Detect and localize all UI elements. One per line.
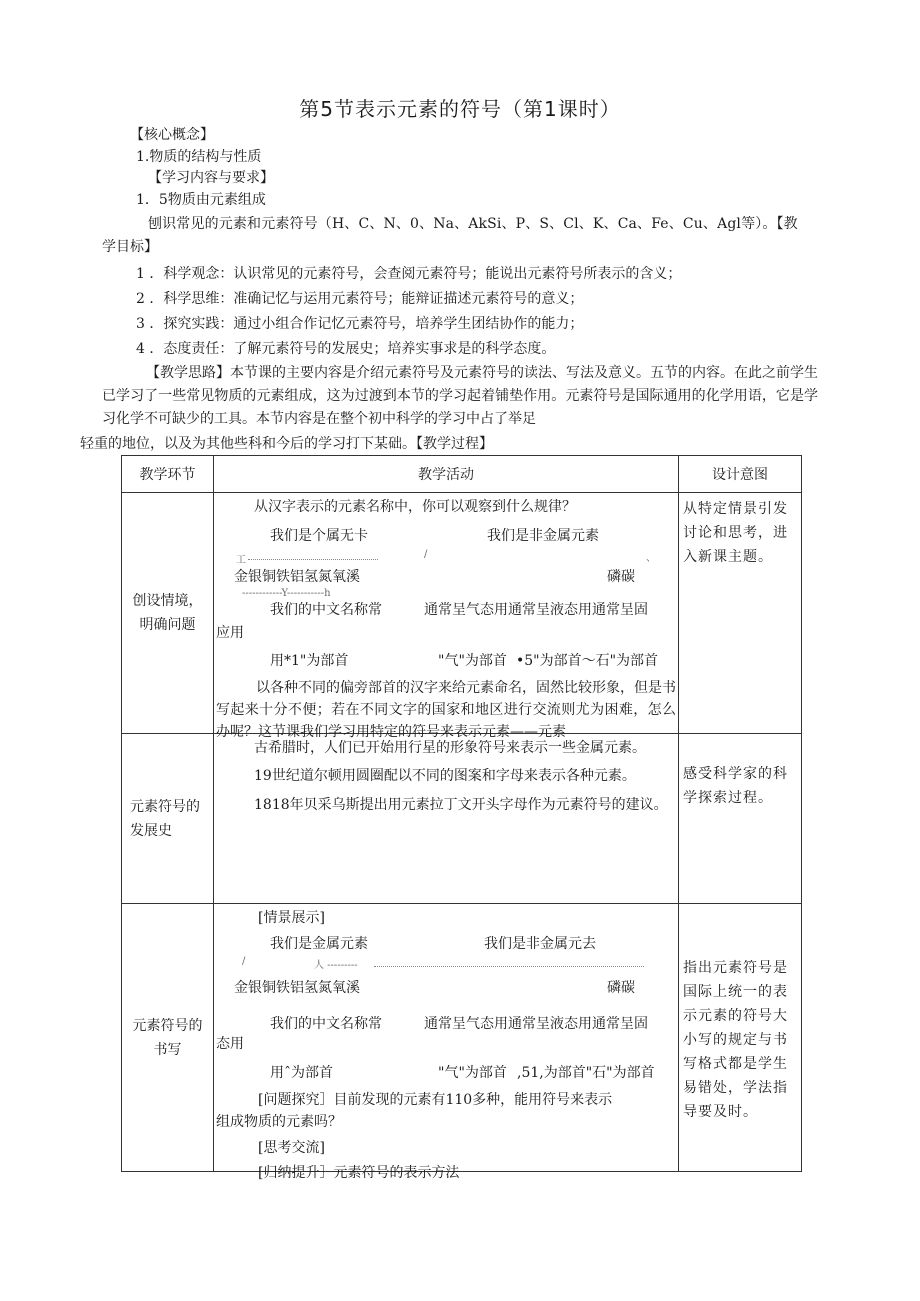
r1-mark-d: ------------Y-----------h bbox=[242, 588, 331, 599]
header-stage: 教学环节 bbox=[122, 456, 214, 493]
r3-metals: 金银铜铁铝氢氮氧溪 bbox=[234, 980, 360, 996]
r1-radical-a: 用*1"为部首 bbox=[270, 653, 349, 669]
r3-inquiry-2: 组成物质的元素吗？ bbox=[216, 1114, 342, 1130]
stage-1 bbox=[122, 493, 214, 734]
r3-inquiry-1: [问题探究］目前发现的元素有110多种，能用符号来表示 bbox=[258, 1092, 613, 1108]
r3-summary: [归纳提升］元素符号的表示方法 bbox=[258, 1165, 460, 1181]
intent-1: 从特定情景引发讨论和思考，进入新课主题。 bbox=[679, 493, 802, 734]
learning-heading: 【学习内容与要求】 bbox=[148, 170, 274, 186]
stage-1-label: 创设情境，明确问题 bbox=[132, 593, 203, 633]
r3-mark-b: 人 --------- bbox=[314, 960, 358, 971]
objective-4: 4 ．态度责任：了解元素符号的发展史；培养实事求是的科学态度。 bbox=[136, 341, 556, 357]
learning-text-2: 学目标】 bbox=[102, 239, 158, 255]
r1-conclusion: 以各种不同的偏旁部首的汉字来给元素命名，固然比较形象，但是书写起来十分不便；若在不同文字的国家和地区进行交流则尤为困难，怎么办呢？这节课我们学习用特定的符号来表示元素——元素 bbox=[216, 680, 676, 740]
lesson-process-table bbox=[121, 455, 802, 1181]
activity-1 bbox=[214, 493, 679, 740]
r1-nonmetal-label: 我们是非金属元素 bbox=[487, 528, 599, 544]
r3-nonmetal-label: 我们是非金属元去 bbox=[484, 936, 596, 952]
r1-names-right: 通常呈气态用通常呈液态用通常呈固 bbox=[424, 602, 648, 618]
r3-mark-a: / bbox=[242, 956, 246, 967]
lesson-title: 第5节表示元素的符号（第1课时） bbox=[299, 97, 621, 121]
r1-mark-b: / bbox=[424, 549, 428, 560]
header-intent: 设计意图 bbox=[679, 456, 802, 493]
r3-radical-c: ,51,为部首"石"为部首 bbox=[517, 1065, 655, 1081]
r1-question: 从汉字表示的元素名称中，你可以观察到什么规律？ bbox=[254, 499, 576, 515]
r1-radical-c: •5"为部首～石"为部首 bbox=[516, 653, 659, 669]
core-concept-item: 1.物质的结构与性质 bbox=[136, 149, 262, 165]
r1-radical-b: "气"为部首 bbox=[438, 653, 507, 669]
learning-text-1: 刨识常见的元素和元素符号（H、C、N、0、Na、AkSi、P、S、Cl、K、Ca、Fe、Cu、Agl等）。【教 bbox=[148, 216, 798, 232]
r3-names-cont: 态用 bbox=[216, 1036, 244, 1052]
r2-line-2: 19世纪道尔顿用圆圈配以不同的图案和字母来表示各种元素。 bbox=[254, 768, 636, 784]
r1-mark-a: 工 bbox=[236, 555, 246, 566]
r1-metal-label: 我们是个属无卡 bbox=[270, 528, 368, 544]
r1-names-cont: 应用 bbox=[216, 625, 244, 641]
objective-2: 2 ．科学思维：准确记忆与运用元素符号；能辩证描述元素符号的意义； bbox=[136, 291, 584, 307]
teaching-approach-end: 轻重的地位，以及为其他些科和今后的学习打下某础。【教学过程】 bbox=[80, 436, 493, 452]
r3-names-right: 通常呈气态用通常呈液态用通常呈固 bbox=[424, 1016, 648, 1032]
objective-1: 1 ．科学观念：认识常见的元素符号，会查阅元素符号；能说出元素符号所表示的含义； bbox=[136, 266, 682, 282]
objective-3: 3 ．探究实践：通过小组合作记忆元素符号，培养学生团结协作的能力； bbox=[136, 316, 584, 332]
learning-item: 1．5物质由元素组成 bbox=[136, 192, 266, 208]
r3-discuss: [思考交流] bbox=[258, 1140, 325, 1156]
stage-3-label: 元素符号的书写 bbox=[132, 1017, 203, 1058]
r3-line-b bbox=[374, 966, 644, 967]
intent-3: 指出元素符号是国际上统一的表示元素的符号大小写的规定与书写格式都是学生易错处，学法指导要及时。 bbox=[679, 904, 802, 1172]
r3-metal-label: 我们是金属元素 bbox=[270, 936, 368, 952]
r3-radical-a: 用ˆ为部首 bbox=[270, 1065, 333, 1081]
activity-2 bbox=[214, 734, 679, 904]
r1-metals: 金银铜铁铝氢氮氧溪 bbox=[234, 569, 360, 585]
core-concept-heading: 【核心概念】 bbox=[130, 127, 214, 143]
stage-2-label: 元素符号的发展史 bbox=[130, 798, 200, 839]
r2-line-3: 1818年贝采乌斯提出用元素拉丁文开头字母作为元素符号的建议。 bbox=[254, 797, 668, 813]
activity-3 bbox=[214, 904, 679, 1181]
r1-names-left: 我们的中文名称常 bbox=[270, 602, 382, 618]
header-activity: 教学活动 bbox=[214, 456, 679, 493]
r3-radical-b: "气"为部首 bbox=[438, 1065, 507, 1081]
stage-3 bbox=[122, 904, 214, 1172]
intent-2: 感受科学家的科学探索过程。 bbox=[679, 734, 802, 904]
r3-nonmetals: 磷碳 bbox=[607, 980, 635, 996]
r3-names-left: 我们的中文名称常 bbox=[270, 1016, 382, 1032]
r2-line-1: 古希腊时，人们已开始用行星的形象符号来表示一些金属元素。 bbox=[254, 740, 646, 756]
r1-mark-c: 、 bbox=[646, 553, 656, 564]
teaching-approach: 【教学思路】本节课的主要内容是介绍元素符号及元素符号的读法、写法及意义。五节的内容。在此之前学生已学习了一些常见物质的元素组成，这为过渡到本节的学习起着铺垫作用。元素符号是国际通用的化学用语，它是学习化学不可缺少的工具。本节内容是在整个初中科学的学习中占了举足 bbox=[102, 365, 818, 427]
r3-scene: [情景展示] bbox=[258, 910, 325, 926]
stage-2 bbox=[122, 734, 214, 904]
r1-line-a bbox=[248, 559, 378, 560]
r1-nonmetals: 磷碳 bbox=[607, 569, 635, 585]
